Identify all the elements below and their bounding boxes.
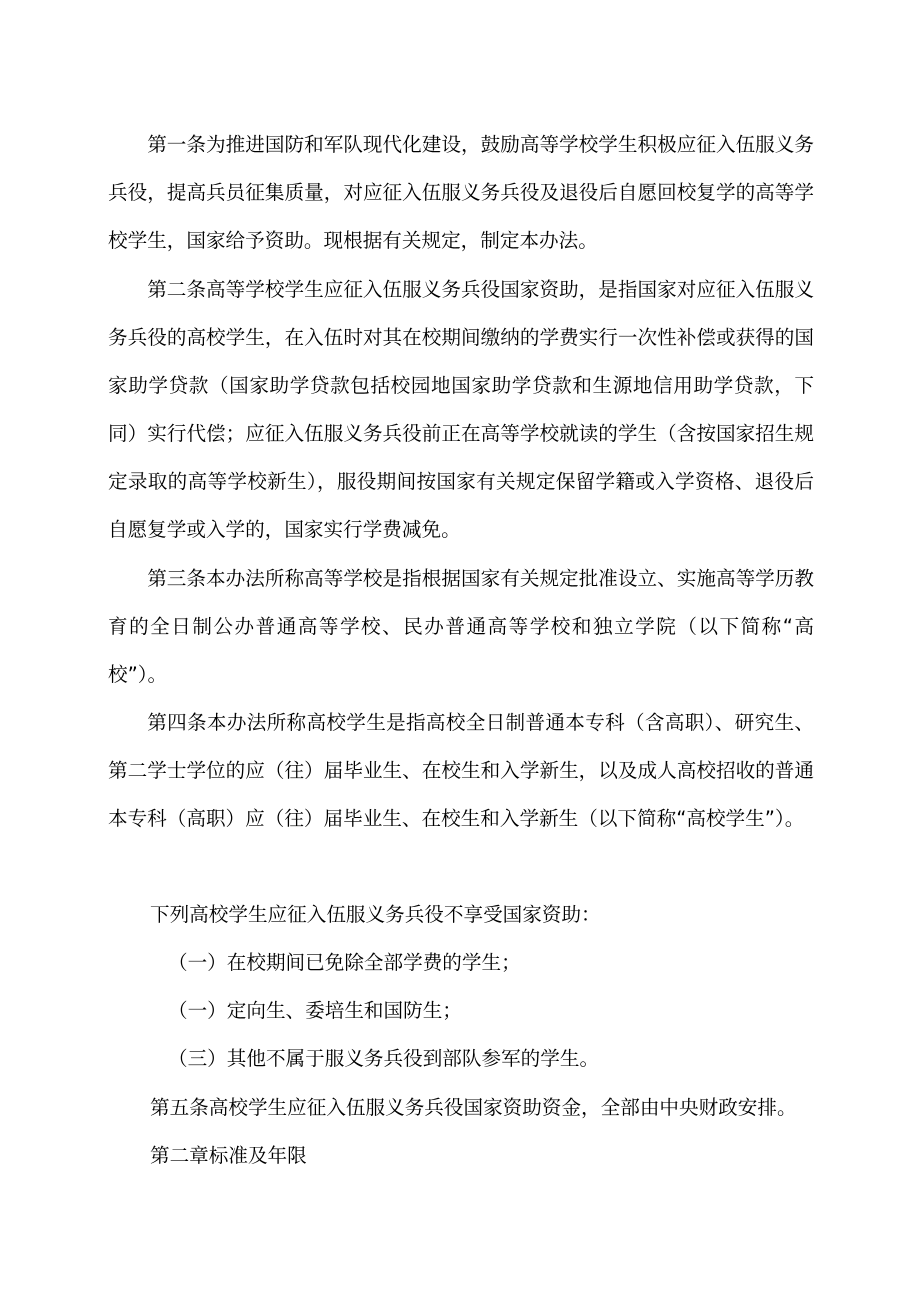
- exclusion-item-2: （一）定向生、委培生和国防生；: [168, 999, 462, 1022]
- article-3-paragraph: 第三条本办法所称高等学校是指根据国家有关规定批准设立、实施高等学历教育的全日制公办普通高等学校、民办普通高等学校和独立学院（以下简称“高校”）。: [108, 567, 814, 686]
- article-2-paragraph: 第二条高等学校学生应征入伍服义务兵役国家资助，是指国家对应征入伍服义务兵役的高校学生，在入伍时对其在校期间缴纳的学费实行一次性补偿或获得的国家助学贷款（国家助学贷款包括校园地国家助学贷款和生源地信用助学贷款，下同）实行代偿；应征入伍服义务兵役前正在高等学校就读的学生（含按国家招生规定录取的高等学校新生），服役期间按国家有关规定保留学籍或入学资格、退役后自愿复学或入学的，国家实行学费减免。: [108, 278, 814, 541]
- exclusion-item-3: （三）其他不属于服义务兵役到部队参军的学生。: [168, 1047, 600, 1070]
- article-5-paragraph: 第五条高校学生应征入伍服义务兵役国家资助资金，全部由中央财政安排。: [150, 1096, 797, 1119]
- chapter-2-heading: 第二章标准及年限: [150, 1144, 307, 1167]
- article-4-paragraph: 第四条本办法所称高校学生是指高校全日制普通本专科（含高职）、研究生、第二学士学位的应（往）届毕业生、在校生和入学新生，以及成人高校招收的普通本专科（高职）应（往）届毕业生、在校生和入学新生（以下简称“高校学生”）。: [108, 711, 814, 830]
- exclusion-item-1: （一）在校期间已免除全部学费的学生；: [168, 951, 521, 974]
- article-1-paragraph: 第一条为推进国防和军队现代化建设，鼓励高等学校学生积极应征入伍服义务兵役，提高兵员征集质量，对应征入伍服义务兵役及退役后自愿回校复学的高等学校学生，国家给予资助。现根据有关规定，制定本办法。: [108, 133, 814, 252]
- exclusion-intro: 下列高校学生应征入伍服义务兵役不享受国家资助：: [150, 903, 601, 926]
